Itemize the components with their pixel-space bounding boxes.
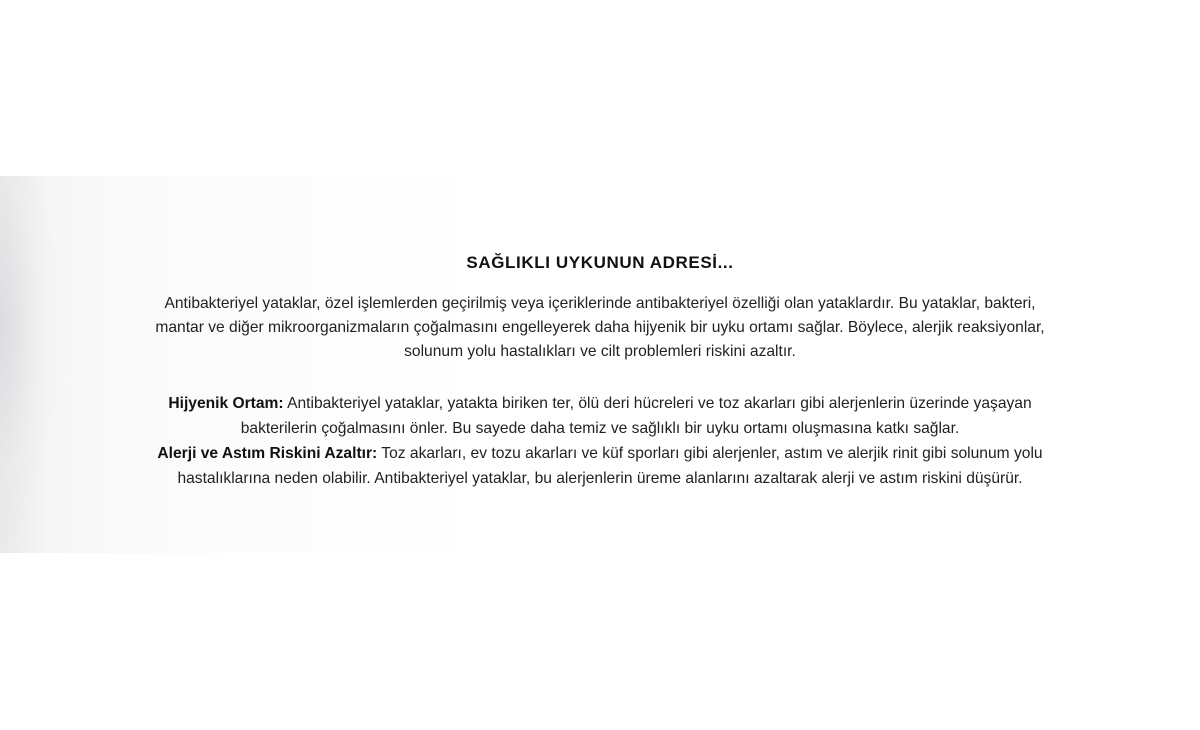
intro-paragraph xyxy=(0,292,1200,364)
page-title: SAĞLIKLI UYKUNUN ADRESİ... xyxy=(466,253,734,272)
intro-line: solunum yolu hastalıkları ve cilt problemleri riskini azaltır. xyxy=(404,343,796,360)
intro-line: Antibakteriyel yataklar, özel işlemlerden geçirilmiş veya içeriklerinde antibakteriyel özelliği olan yataklardır. Bu yataklar, bakteri, xyxy=(164,295,1036,312)
intro-line: mantar ve diğer mikroorganizmaların çoğalmasını engelleyerek daha hijyenik bir uyku ortamı sağlar. Böylece, alerjik reaksiyonlar, xyxy=(155,319,1045,336)
feature-first-line xyxy=(0,441,1200,466)
feature-first-line xyxy=(0,391,1200,416)
feature-title: Alerji ve Astım Riskini Azaltır: xyxy=(157,445,378,462)
feature-item-hygienic-environment xyxy=(0,391,1200,441)
feature-second-line: hastalıklarına neden olabilir. Antibakteriyel yataklar, bu alerjenlerin üreme alanlarını azaltarak alerji ve astım riskini düşürür. xyxy=(177,470,1023,487)
feature-item-allergy-asthma xyxy=(0,441,1200,491)
feature-text: Antibakteriyel yataklar, yatakta biriken ter, ölü deri hücreleri ve toz akarları gibi alerjenlerin üzerinde yaşayan xyxy=(287,395,1032,412)
feature-text: Toz akarları, ev tozu akarları ve küf sporları gibi alerjenler, astım ve alerjik rinit gibi solunum yolu xyxy=(381,445,1043,462)
feature-list xyxy=(0,391,1200,491)
feature-title: Hijyenik Ortam: xyxy=(168,395,284,412)
article xyxy=(0,250,1200,491)
feature-second-line: bakterilerin çoğalmasını önler. Bu sayede daha temiz ve sağlıklı bir uyku ortamı oluşmasına katkı sağlar. xyxy=(240,420,960,437)
